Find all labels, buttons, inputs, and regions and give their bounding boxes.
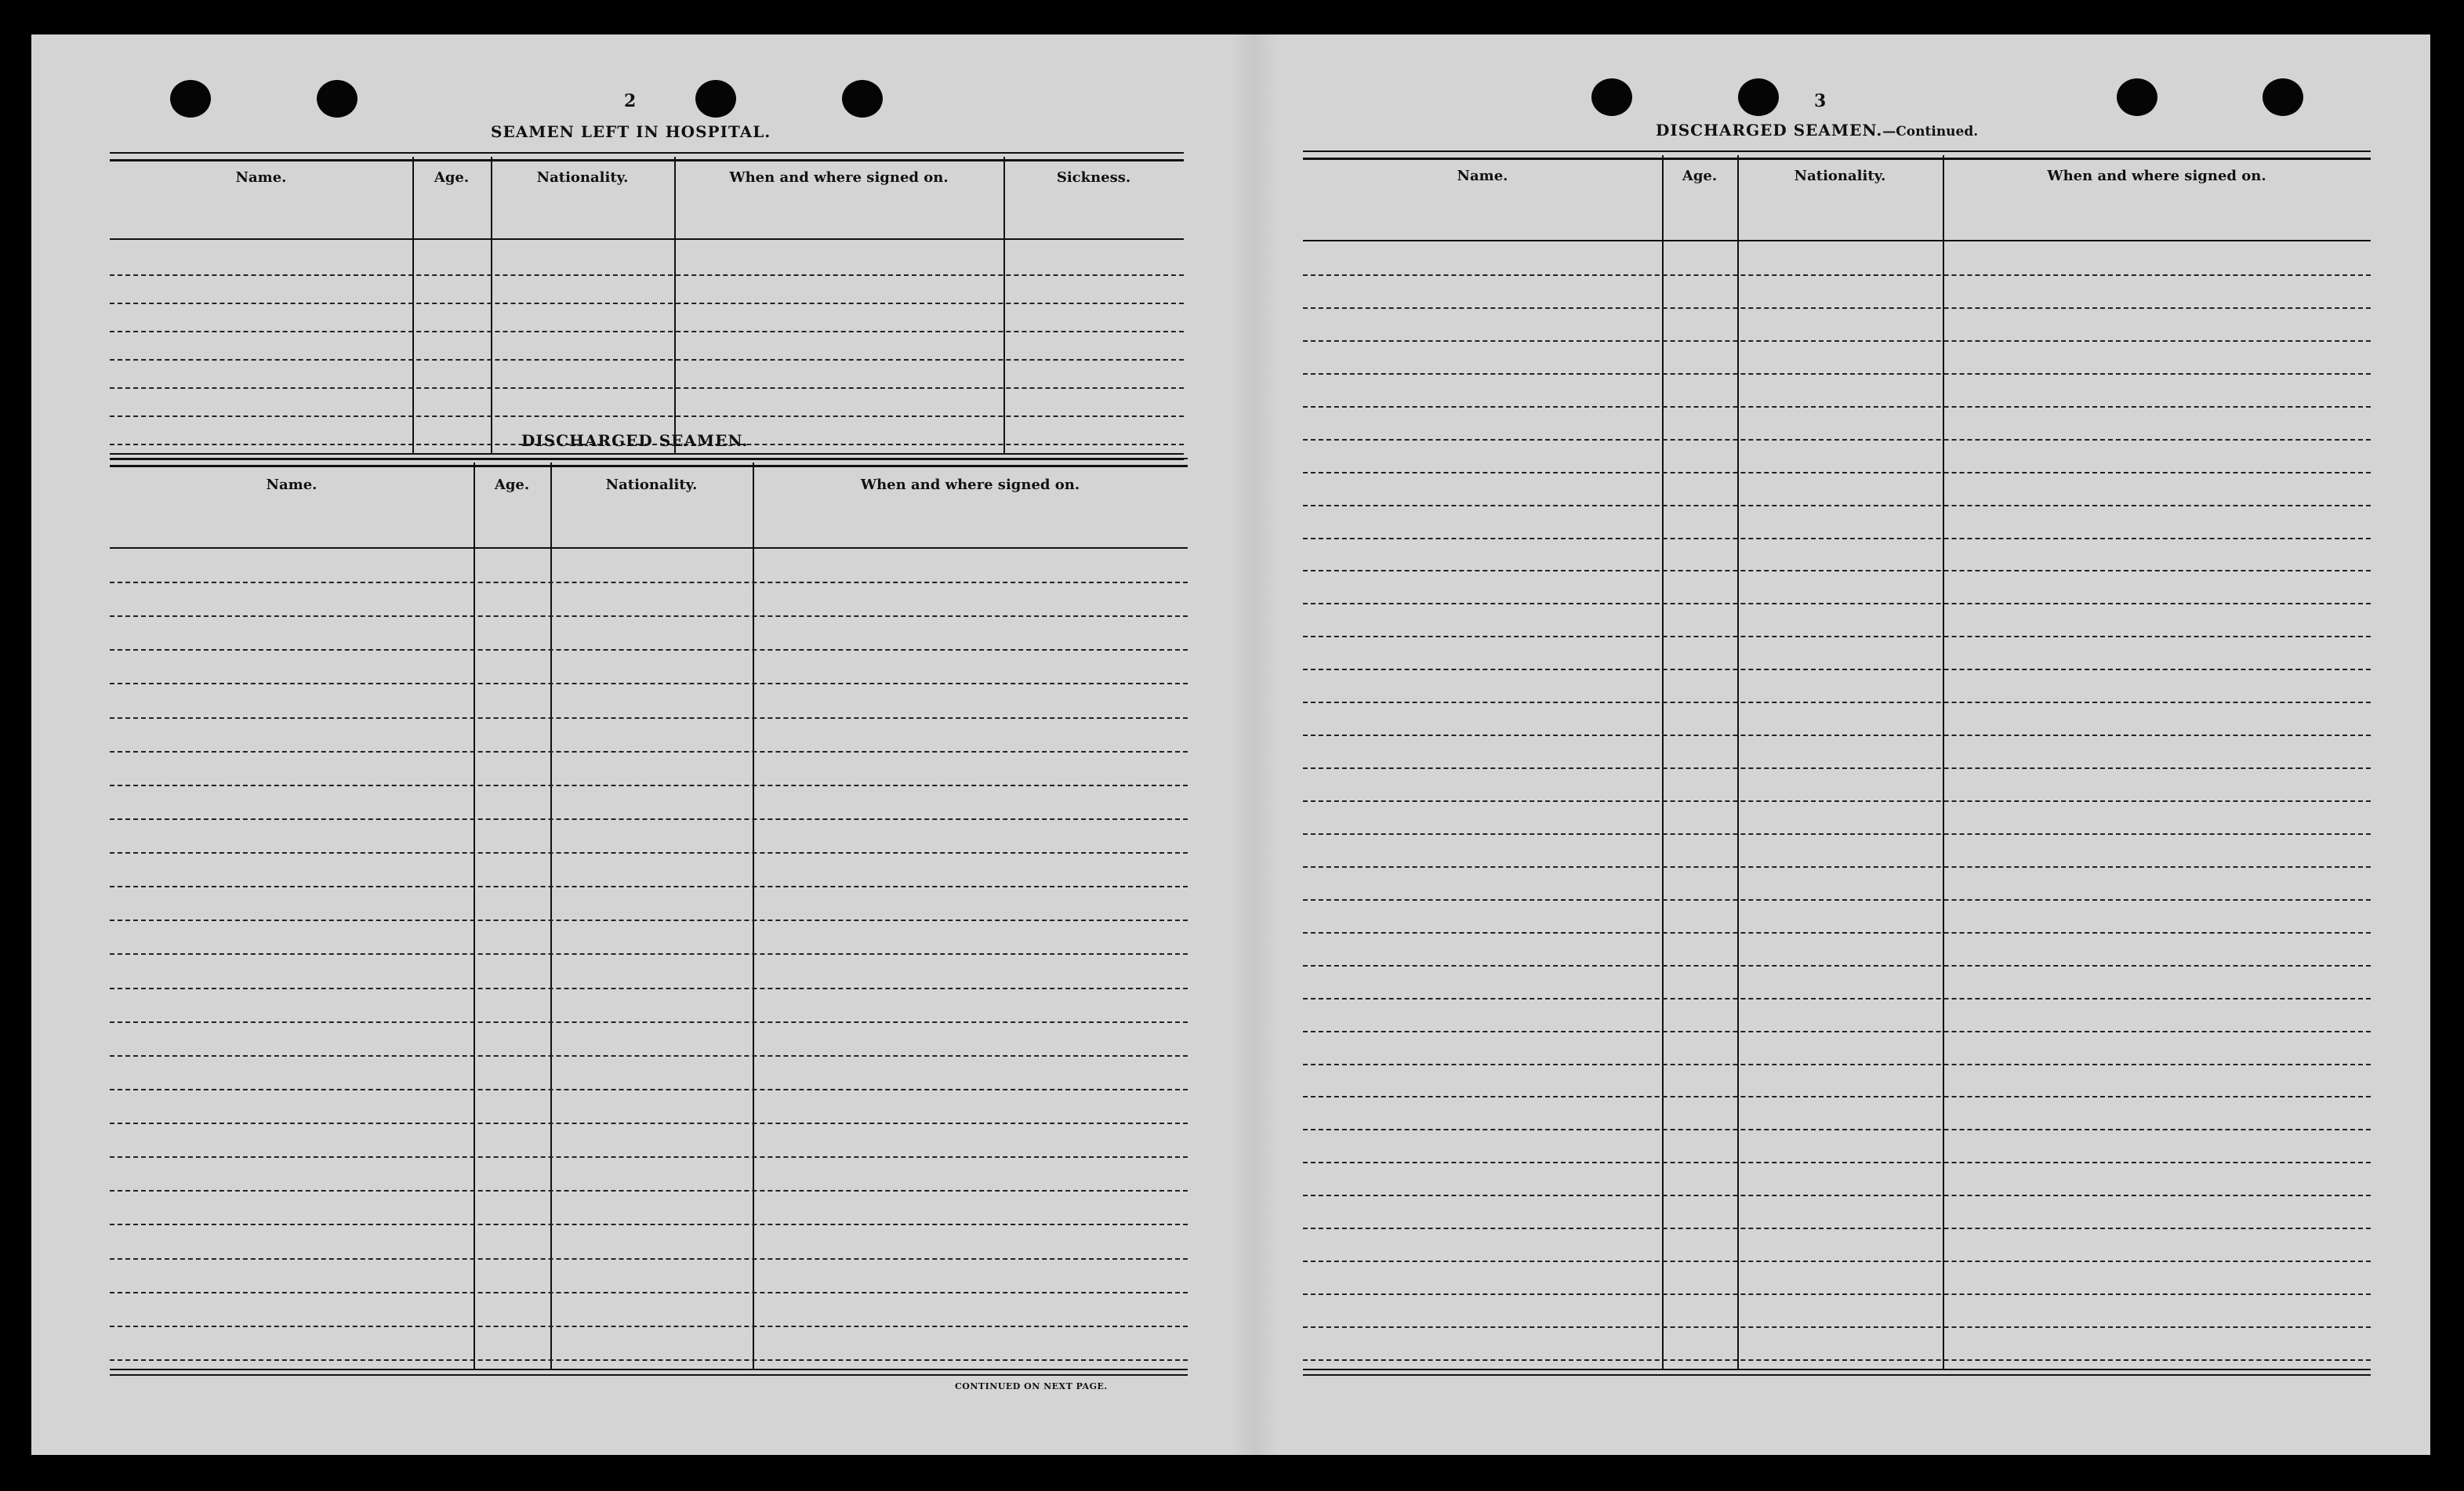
column-divider bbox=[674, 157, 676, 453]
blank-entry-row bbox=[110, 615, 1188, 617]
blank-entry-row bbox=[1303, 1064, 2371, 1065]
page-gutter bbox=[1231, 34, 1278, 1455]
discharged-section-title-left: DISCHARGED SEAMEN. bbox=[521, 431, 749, 450]
header-rule bbox=[110, 547, 1188, 549]
blank-entry-row bbox=[1303, 472, 2371, 473]
col-header-name: Name. bbox=[1457, 168, 1508, 184]
blank-entry-row bbox=[110, 717, 1188, 719]
blank-entry-row bbox=[1303, 1359, 2371, 1361]
blank-entry-row bbox=[1303, 833, 2371, 835]
table-top-rule bbox=[1303, 151, 2371, 160]
blank-entry-row bbox=[1303, 1228, 2371, 1229]
column-divider bbox=[1003, 157, 1005, 453]
blank-entry-row bbox=[110, 953, 1188, 955]
blank-entry-row bbox=[1303, 767, 2371, 769]
hospital-table bbox=[110, 152, 1184, 459]
col-header-age: Age. bbox=[1682, 168, 1718, 184]
blank-entry-row bbox=[110, 359, 1184, 361]
blank-entry-row bbox=[110, 1224, 1188, 1225]
blank-entry-row bbox=[1303, 735, 2371, 736]
hospital-section-title: SEAMEN LEFT IN HOSPITAL. bbox=[491, 122, 771, 141]
form-sheet bbox=[31, 34, 2430, 1455]
blank-entry-row bbox=[1303, 307, 2371, 309]
col-header-signed-on: When and where signed on. bbox=[2047, 168, 2266, 184]
blank-entry-row bbox=[110, 751, 1188, 753]
blank-entry-row bbox=[110, 1190, 1188, 1192]
continued-note: CONTINUED ON NEXT PAGE. bbox=[955, 1381, 1108, 1391]
header-rule bbox=[1303, 240, 2371, 241]
blank-entry-row bbox=[110, 1359, 1188, 1361]
col-header-nationality: Nationality. bbox=[1794, 168, 1886, 184]
blank-entry-row bbox=[1303, 538, 2371, 539]
blank-entry-row bbox=[1303, 505, 2371, 506]
blank-entry-row bbox=[110, 683, 1188, 684]
blank-entry-row bbox=[1303, 965, 2371, 967]
col-header-age: Age. bbox=[434, 169, 470, 186]
blank-entry-row bbox=[110, 331, 1184, 332]
column-divider bbox=[1662, 155, 1664, 1369]
blank-entry-row bbox=[1303, 1293, 2371, 1295]
blank-entry-row bbox=[110, 649, 1188, 651]
blank-entry-row bbox=[1303, 274, 2371, 276]
discharged-section-title-right bbox=[1656, 121, 1978, 140]
blank-entry-row bbox=[110, 1326, 1188, 1327]
col-header-signed-on: When and where signed on. bbox=[860, 477, 1080, 493]
table-bottom-rule bbox=[1303, 1369, 2371, 1376]
punch-hole bbox=[317, 80, 357, 118]
blank-entry-row bbox=[1303, 603, 2371, 604]
column-divider bbox=[412, 157, 414, 453]
blank-entry-row bbox=[1303, 340, 2371, 342]
blank-entry-row bbox=[1303, 669, 2371, 670]
blank-entry-row bbox=[110, 303, 1184, 304]
blank-entry-row bbox=[110, 1089, 1188, 1090]
blank-entry-row bbox=[110, 415, 1184, 417]
blank-entry-row bbox=[110, 886, 1188, 887]
table-top-rule bbox=[110, 152, 1184, 161]
blank-entry-row bbox=[1303, 1261, 2371, 1262]
column-divider bbox=[1737, 155, 1739, 1369]
blank-entry-row bbox=[1303, 800, 2371, 802]
col-header-age: Age. bbox=[494, 477, 530, 493]
blank-entry-row bbox=[110, 582, 1188, 583]
col-header-nationality: Nationality. bbox=[536, 169, 629, 186]
blank-entry-row bbox=[1303, 570, 2371, 571]
punch-hole bbox=[2117, 78, 2157, 116]
blank-entry-row bbox=[110, 387, 1184, 389]
blank-entry-row bbox=[1303, 373, 2371, 375]
punch-hole bbox=[2263, 78, 2303, 116]
blank-entry-row bbox=[110, 1021, 1188, 1023]
blank-entry-row bbox=[1303, 702, 2371, 703]
discharged-title-text: DISCHARGED SEAMEN. bbox=[1656, 121, 1883, 140]
blank-entry-row bbox=[1303, 932, 2371, 934]
blank-entry-row bbox=[110, 920, 1188, 921]
column-divider bbox=[753, 463, 754, 1369]
blank-entry-row bbox=[110, 1055, 1188, 1057]
punch-hole bbox=[695, 80, 736, 118]
table-top-rule bbox=[110, 458, 1188, 467]
col-header-name: Name. bbox=[235, 169, 287, 186]
blank-entry-row bbox=[1303, 866, 2371, 868]
column-divider bbox=[491, 157, 492, 453]
punch-hole bbox=[1738, 78, 1779, 116]
punch-hole bbox=[170, 80, 211, 118]
blank-entry-row bbox=[110, 1258, 1188, 1260]
blank-entry-row bbox=[110, 818, 1188, 820]
col-header-nationality: Nationality. bbox=[605, 477, 698, 493]
punch-hole bbox=[1591, 78, 1632, 116]
blank-entry-row bbox=[110, 785, 1188, 786]
blank-entry-row bbox=[1303, 899, 2371, 901]
column-divider bbox=[550, 463, 552, 1369]
blank-entry-row bbox=[110, 988, 1188, 989]
continued-suffix: —Continued. bbox=[1882, 124, 1979, 140]
blank-entry-row bbox=[1303, 1129, 2371, 1130]
discharged-table-left bbox=[110, 458, 1188, 1411]
blank-entry-row bbox=[1303, 1096, 2371, 1097]
column-divider bbox=[474, 463, 475, 1369]
blank-entry-row bbox=[1303, 1031, 2371, 1032]
blank-entry-row bbox=[110, 852, 1188, 854]
table-bottom-rule bbox=[110, 1369, 1188, 1376]
blank-entry-row bbox=[110, 1292, 1188, 1293]
blank-entry-row bbox=[1303, 439, 2371, 441]
column-divider bbox=[1943, 155, 1944, 1369]
header-rule bbox=[110, 238, 1184, 240]
col-header-signed-on: When and where signed on. bbox=[729, 169, 949, 186]
col-header-sickness: Sickness. bbox=[1056, 169, 1131, 186]
punch-hole bbox=[842, 80, 883, 118]
blank-entry-row bbox=[1303, 1162, 2371, 1163]
blank-entry-row bbox=[1303, 1195, 2371, 1196]
col-header-name: Name. bbox=[266, 477, 318, 493]
blank-entry-row bbox=[1303, 406, 2371, 408]
blank-entry-row bbox=[110, 274, 1184, 276]
page-number-right: 3 bbox=[1814, 91, 1827, 111]
blank-entry-row bbox=[1303, 998, 2371, 999]
blank-entry-row bbox=[1303, 1326, 2371, 1328]
blank-entry-row bbox=[110, 1156, 1188, 1158]
discharged-table-right bbox=[1303, 151, 2371, 1413]
blank-entry-row bbox=[1303, 636, 2371, 637]
page-number-left: 2 bbox=[624, 91, 637, 111]
blank-entry-row bbox=[110, 1123, 1188, 1124]
